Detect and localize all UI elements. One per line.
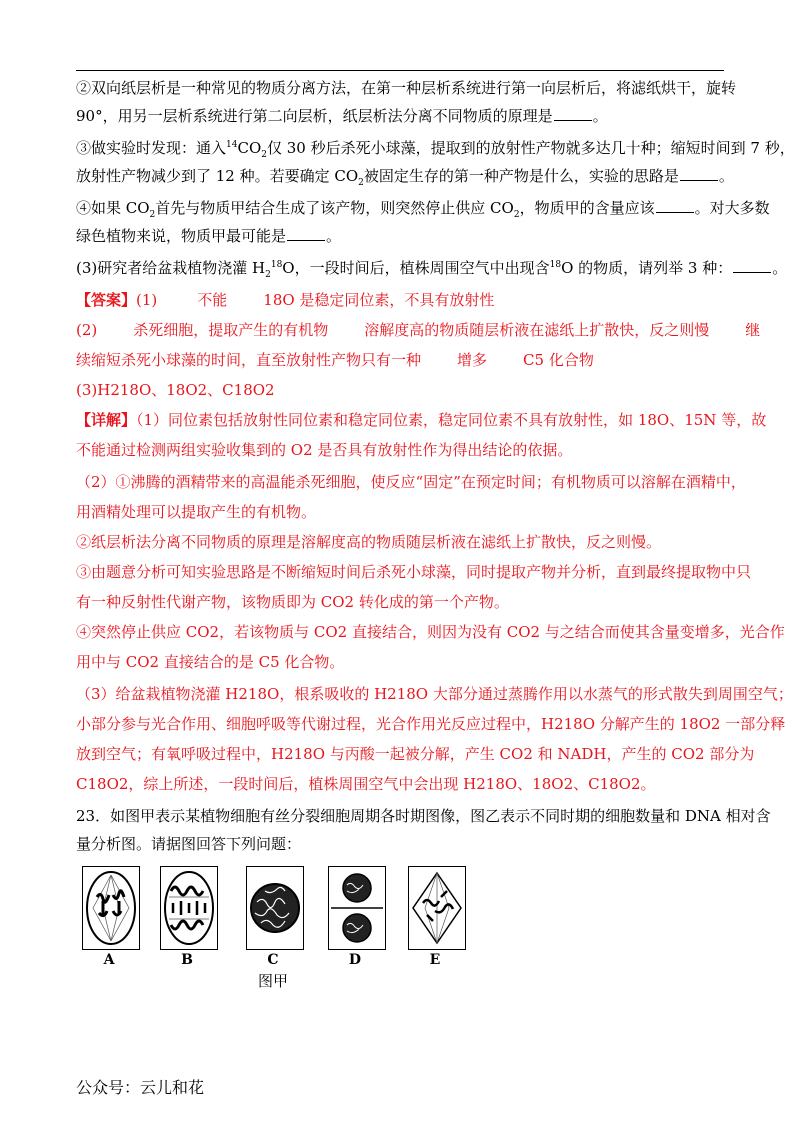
- explain-1b: 不能通过检测两组实验收集到的 O2 是否具有放射性作为得出结论的依据。: [76, 441, 573, 459]
- cell-image-b: [160, 866, 218, 950]
- answer-blank: [554, 108, 592, 121]
- answer-blank: [287, 228, 325, 241]
- explain-2a: （2）①沸腾的酒精带来的高温能杀死细胞，使反应“固定”在预定时间；有机物质可以溶解在酒精中，: [76, 473, 746, 491]
- cell-label-b: B: [181, 952, 193, 968]
- question-23-line2: 量分析图。请据图回答下列问题：: [76, 835, 302, 853]
- explain-2d: ③由题意分析可知实验思路是不断缩短时间后杀死小球藻，同时提取产物并分析，直到最终提取物中只: [76, 563, 752, 581]
- question-2-3-line1: ③做实验时发现：通入$^{14}CO_2$仅 30 秒后杀死小球藻，提取到的放射性产物就多达几十种；缩短时间到 7 秒，: [76, 139, 795, 160]
- answer-line-3: 续缩短杀死小球藻的时间，直至放射性产物只有一种 增多 C5 化合物: [76, 351, 594, 369]
- footer-text: 公众号：云儿和花: [76, 1078, 205, 1097]
- answer-blank: [656, 200, 694, 213]
- cell-label-e: E: [429, 952, 441, 968]
- explain-2e: 有一种反射性代谢产物，该物质即为 CO2 转化成的第一个产物。: [76, 593, 509, 611]
- cell-label-a: A: [103, 952, 115, 968]
- explain-1a: 【详解】（1）同位素包括放射性同位素和稳定同位素，稳定同位素不具有放射性，如 18O、15N 等，故: [76, 411, 767, 429]
- explain-2c: ②纸层析法分离不同物质的原理是溶解度高的物质随层析液在滤纸上扩散快，反之则慢。: [76, 533, 662, 551]
- cell-image-a: [82, 866, 140, 950]
- explain-3c: 放到空气；有氧呼吸过程中，H218O 与丙酸一起被分解，产生 CO2 和 NADH，产生的 CO2 部分为: [76, 745, 755, 763]
- explain-3d: C18O2，综上所述，一段时间后，植株周围空气中会出现 H218O、18O2、C18O2。: [76, 775, 656, 793]
- explain-2g: 用中与 CO2 直接结合的是 C5 化合物。: [76, 653, 345, 671]
- question-2-3-line2: 放射性产物减少到了 12 种。若要确定 $CO_2$被固定生存的第一种产物是什么，实验的思路是 。: [76, 167, 734, 188]
- question-2-4-line1: ④如果 $CO_2$首先与物质甲结合生成了该产物，则突然停止供应 $CO_2$，物质甲的含量应该 。对大多数: [76, 199, 770, 220]
- cell-image-d: [328, 866, 386, 950]
- answer-line-4: (3)H218O、18O2、C18O2: [76, 381, 275, 399]
- answer-blank: [680, 168, 718, 181]
- question-2-2-line1: ②双向纸层析是一种常见的物质分离方法，在第一种层析系统进行第一向层析后，将滤纸烘干，旋转: [76, 79, 737, 97]
- question-23-line1: 23．如图甲表示某植物细胞有丝分裂细胞周期各时期图像，图乙表示不同时期的细胞数量和 DNA 相对含: [76, 807, 771, 825]
- top-rule: [76, 70, 724, 71]
- cell-label-d: D: [348, 952, 362, 968]
- cell-image-c: [246, 866, 304, 950]
- cell-image-e: [408, 866, 466, 950]
- explain-2f: ④突然停止供应 CO2，若该物质与 CO2 直接结合，则因为没有 CO2 与之结合而使其含量变增多，光合作: [76, 623, 785, 641]
- figure-caption: 图甲: [258, 972, 289, 990]
- question-2-2-line2: 90°，用另一层析系统进行第二向层析，纸层析法分离不同物质的原理是 。: [76, 107, 608, 125]
- question-2-4-line2: 绿色植物来说，物质甲最可能是 。: [76, 227, 342, 245]
- explain-3a: （3）给盆栽植物浇灌 H218O，根系吸收的 H218O 大部分通过蒸腾作用以水蒸气的形式散失到周围空气；: [76, 685, 793, 703]
- answer-line-1: 【答案】(1) 不能 18O 是稳定同位素，不具有放射性: [76, 291, 495, 309]
- question-3: (3)研究者给盆栽植物浇灌 $H_2^{18}O$，一段时间后，植株周围空气中出现含$^{18}$O 的物质，请列举 3 种： 。: [76, 259, 788, 280]
- explain-2b: 用酒精处理可以提取产生的有机物。: [76, 503, 317, 521]
- cell-label-c: C: [267, 952, 279, 968]
- explain-3b: 小部分参与光合作用、细胞呼吸等代谢过程，光合作用光反应过程中，H218O 分解产生的 18O2 一部分释: [76, 715, 786, 733]
- answer-blank: [733, 260, 771, 273]
- answer-line-2: (2) 杀死细胞，提取产生的有机物 溶解度高的物质随层析液在滤纸上扩散快，反之则慢 继: [76, 321, 761, 339]
